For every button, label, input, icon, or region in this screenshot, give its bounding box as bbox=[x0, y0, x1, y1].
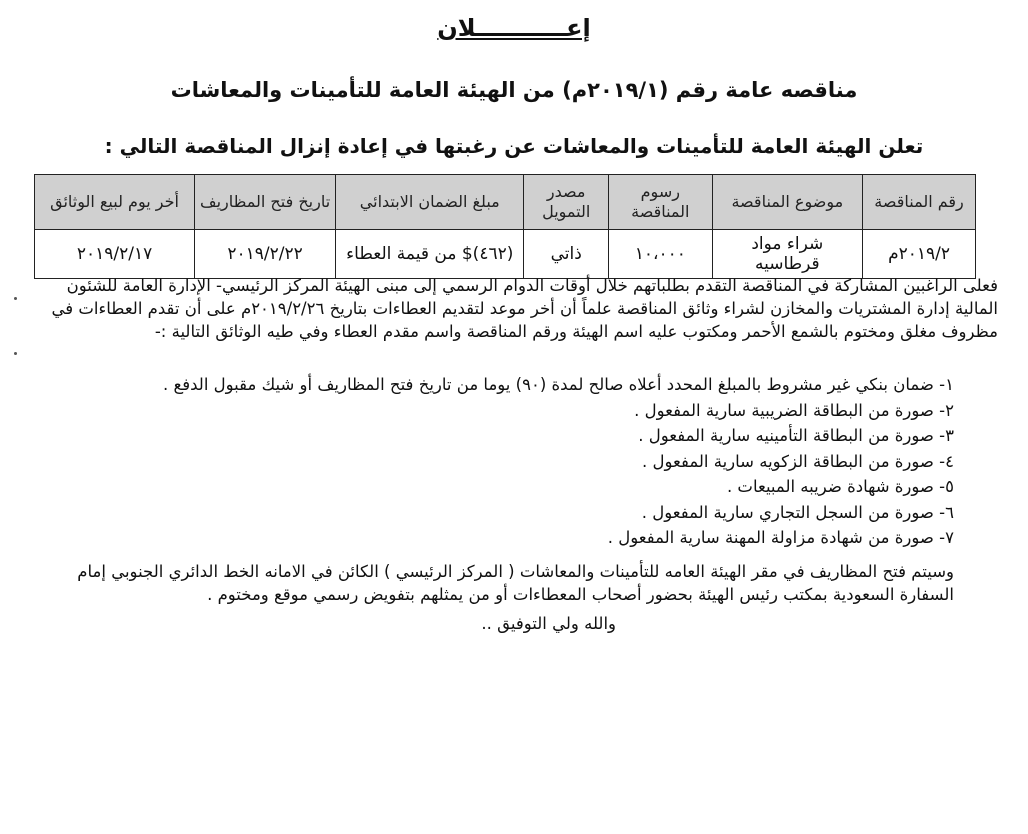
header-tender-number: رقم المناقصة bbox=[863, 175, 976, 230]
tender-title: مناقصه عامة رقم (٢٠١٩/١م) من الهيئة العامة للتأمينات والمعاشات bbox=[170, 78, 858, 102]
announcement-title: إعـــــــــــلان bbox=[437, 14, 591, 42]
cell-opening-date: ٢٠١٩/٢/٢٢ bbox=[195, 230, 336, 279]
header-funding-source: مصدر التمويل bbox=[524, 175, 609, 230]
list-item: ٥- صورة شهادة ضريبه المبيعات . bbox=[726, 477, 954, 496]
cell-funding-source: ذاتي bbox=[524, 230, 609, 279]
intro-line: تعلن الهيئة العامة للتأمينات والمعاشات عن رغبتها في إعادة إنزال المناقصة التالي : bbox=[104, 134, 924, 158]
header-last-sale-date: أخر يوم لبيع الوثائق bbox=[35, 175, 195, 230]
header-opening-date: تاريخ فتح المظاريف bbox=[195, 175, 336, 230]
cell-tender-fees: ١٠،٠٠٠ bbox=[609, 230, 713, 279]
required-documents-list bbox=[54, 372, 954, 551]
list-item: ٢- صورة من البطاقة الضريبية سارية المفعول . bbox=[634, 400, 954, 420]
cell-tender-number: ٢٠١٩/٢م bbox=[863, 230, 976, 279]
table-row bbox=[35, 230, 976, 279]
main-paragraph: فعلى الراغبين المشاركة في المناقصة التقدم بطلباتهم خلال أوقات الدوام الرسمي إلى مبنى الهيئة المركز الرئيسي- الإدارة العامة للشئون المالية إدارة المشتريات والمخازن لشراء وثائق المناقصة علماً أن أخر موعد لتقديم العطاءات بتاريخ ٢٠١٩/٢/٢٦م على أن تقدم العطاءات في مظروف مغلق ومختوم بالشمع الأحمر ومكتوب عليه اسم الهيئة ورقم المناقصة واسم مقدم العطاء وفي طيه الوثائق التالية :- bbox=[51, 276, 998, 341]
cell-initial-guarantee: (٤٦٢)$ من قيمة العطاء bbox=[336, 230, 524, 279]
list-item: ٤- صورة من البطاقة الزكويه سارية المفعول . bbox=[642, 451, 954, 471]
header-tender-subject: موضوع المناقصة bbox=[712, 175, 863, 230]
scan-speck bbox=[14, 297, 17, 300]
signoff-line: والله ولي التوفيق .. bbox=[481, 614, 616, 633]
scan-speck bbox=[14, 352, 17, 355]
header-tender-fees: رسوم المناقصة bbox=[609, 175, 713, 230]
tender-table-header-row bbox=[35, 175, 976, 230]
tender-table bbox=[34, 174, 976, 279]
header-initial-guarantee: مبلغ الضمان الابتدائي bbox=[336, 175, 524, 230]
list-item: ٦- صورة من السجل التجاري سارية المفعول . bbox=[641, 502, 954, 522]
list-item: ١- ضمان بنكي غير مشروط بالمبلغ المحدد أعلاه صالح لمدة (٩٠) يوما من تاريخ فتح المظاريف أو شيك مقبول الدفع . bbox=[162, 375, 954, 394]
closing-paragraph: وسيتم فتح المظاريف في مقر الهيئة العامه للتأمينات والمعاشات ( المركز الرئيسي ) الكائن في الامانه الخط الدائري الجنوبي إمام السفارة السعودية بمكتب رئيس الهيئة بحضور أصحاب المعطاءات أو من يمثلهم بتفويض رسمي موقع ومختوم . bbox=[77, 562, 954, 604]
cell-tender-subject: شراء مواد قرطاسيه bbox=[712, 230, 863, 279]
list-item: ٣- صورة من البطاقة التأمينيه سارية المفعول . bbox=[638, 426, 954, 445]
list-item: ٧- صورة من شهادة مزاولة المهنة سارية المفعول . bbox=[607, 528, 954, 547]
cell-last-sale-date: ٢٠١٩/٢/١٧ bbox=[35, 230, 195, 279]
